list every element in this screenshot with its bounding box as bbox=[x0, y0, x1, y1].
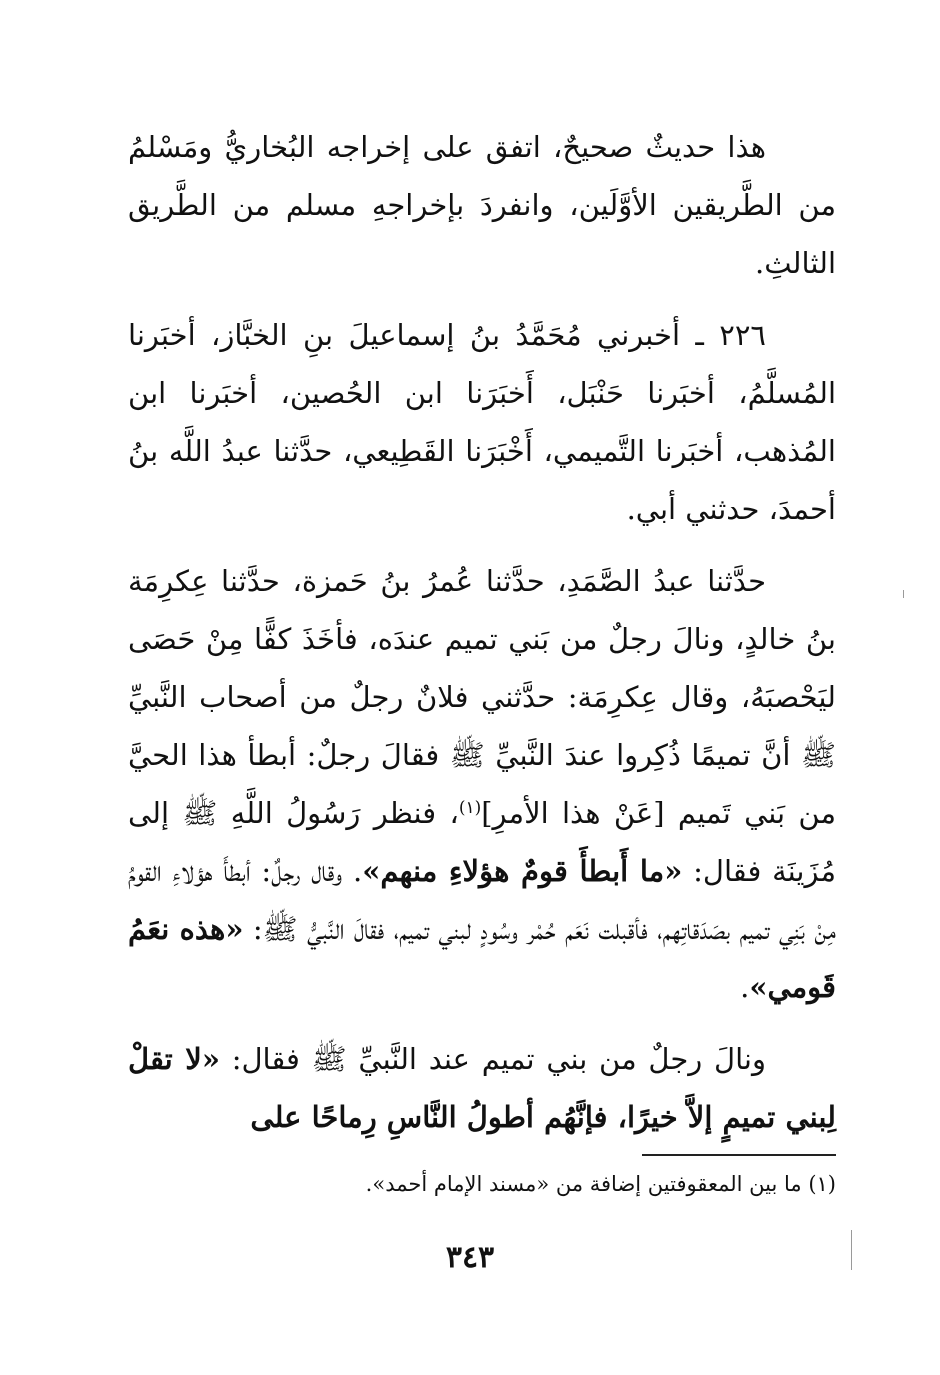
paragraph-2: ٢٢٦ ـ أخبرني مُحَمَّدُ بنُ إسماعيلَ بنِ الخبَّاز، أخبَرنا المُسلَّمُ، أخبَرنا حَنْبَل، أَخبَرَنا ابن الحُصين، أخبَرنا ابن المُذهب، أخبَرنا التَّميمي، أَخْبَرَنا القَطِيعي، حدَّثنا عبدُ اللَّه بنُ أحمدَ، حدثني أبي. bbox=[128, 318, 836, 526]
paragraph-4-text-a: ونالَ رجلٌ من بني تميم عند النَّبيِّ ﷺ فقال: bbox=[219, 1042, 766, 1076]
paragraph-3-text-d: . وقال رجلٌ: أبطأَ هؤلاءِ القومُ مِنْ بَنِي تميم بصَدَقاتِهم، فأقبلت نَعَم حُمْر وسُودٍ لبني تميم، فقالَ النَّبيُّ ﷺ: bbox=[128, 854, 836, 946]
paragraph-3 bbox=[128, 552, 836, 1016]
paragraph-3-text-a: حدَّثنا عبدُ الصَّمَدِ، حدَّثنا عُمرُ بنُ حَمزة، حدَّثنا عِكرِمَة بنُ خالدٍ، ونالَ رجلٌ من بَني تميم عندَه، فأخَذَ كفًّا مِنْ حَصَى ليَحْصبَهُ، وقال عِكرِمَة: حدَّثني فلانٌ رجلٌ من أصحاب النَّبيِّ ﷺ أنَّ تميمًا ذُكِروا عندَ النَّبيِّ ﷺ فقالَ رجلٌ: أبطأ هذا الحيَّ من بَني تَميم [عَنْ هذا الأمرِ] bbox=[128, 564, 836, 830]
paragraph-1: هذا حديثٌ صحيحٌ، اتفق على إخراجه البُخاريُّ ومَسْلمُ من الطَّريقين الأوَّلَين، وانفردَ بإخراجهِ مسلم من الطَّريق الثالثِ. bbox=[128, 130, 836, 280]
scan-margin-line-lower bbox=[851, 1230, 852, 1270]
paragraph-4 bbox=[128, 1030, 836, 1146]
main-text bbox=[128, 118, 836, 1160]
hadith-quote-1: «ما أَبطأَ قومٌ هؤلاءِ منهم» bbox=[362, 854, 683, 888]
paragraph-3-text-f: . bbox=[740, 970, 750, 1004]
footnote-separator bbox=[642, 1154, 836, 1156]
paragraph-3-text-b: ، فنظر رَسُولُ اللَّهِ ﷺ إلى مُزَينَة فقال: bbox=[128, 796, 836, 888]
hadith-quote-3: «لا تقلْ لِبني تميمٍ إلاَّ خيرًا، فإنَّهُم أطولُ النَّاسِ رِماحًا على bbox=[128, 1042, 836, 1134]
hadith-quote-2: «هذه نعَمُ قَومي» bbox=[128, 912, 836, 1004]
scan-margin-line bbox=[903, 590, 904, 598]
footnote: (١) ما بين المعقوفتين إضافة من «مسند الإمام أحمد». bbox=[365, 1172, 836, 1196]
page-number: ٣٤٣ bbox=[445, 1240, 495, 1275]
footnote-reference: (١) bbox=[458, 798, 482, 818]
